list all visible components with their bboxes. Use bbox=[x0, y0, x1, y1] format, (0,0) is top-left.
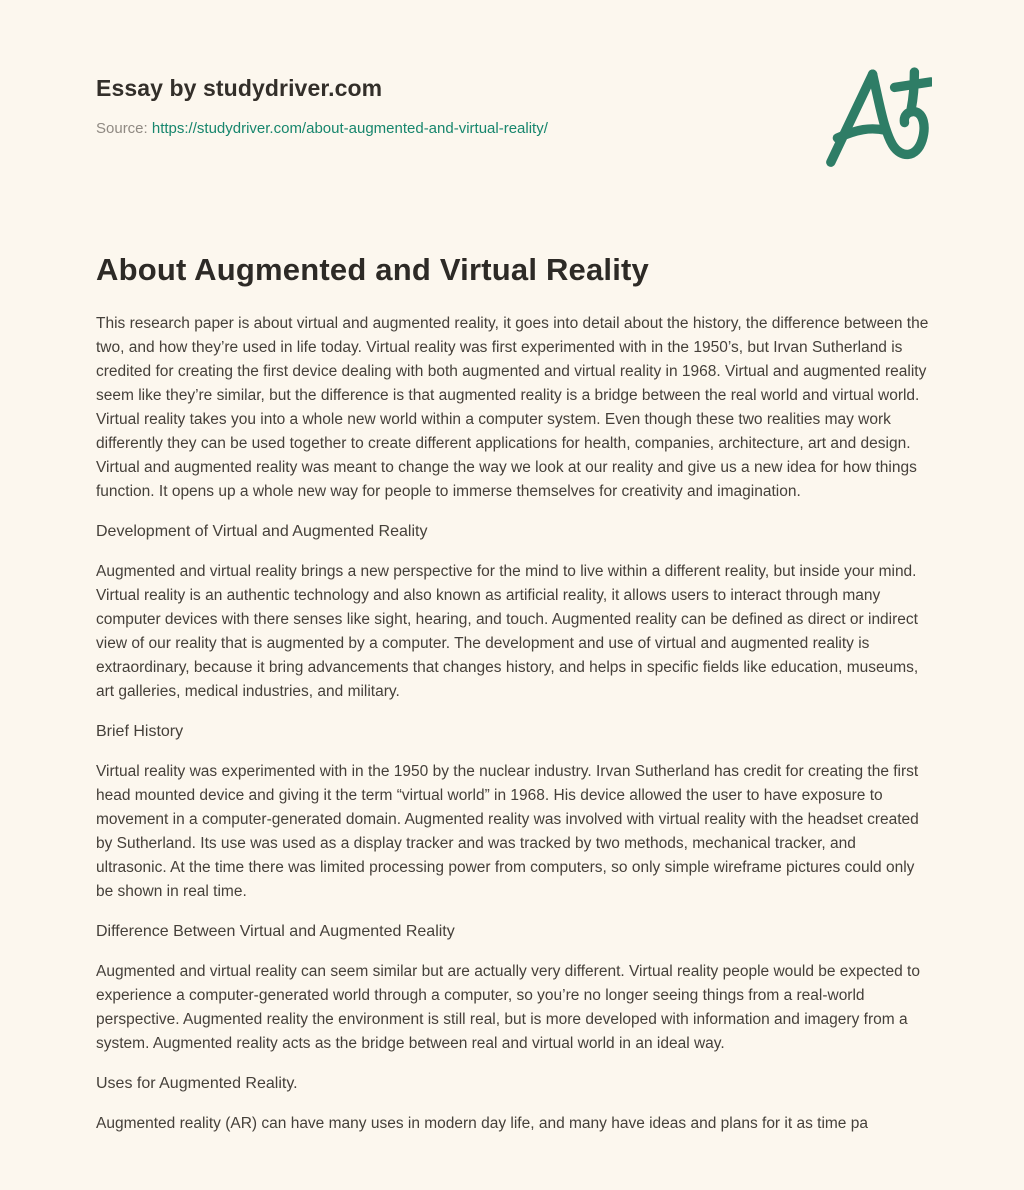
paragraph-clipped: Augmented reality (AR) can have many uses in modern day life, and many have ideas and plans for it as time pa bbox=[96, 1114, 868, 1132]
paragraph: This research paper is about virtual and augmented reality, it goes into detail about the history, the difference between the two, and how they’re used in life today. Virtual reality was first experimented with in the 1950’s, but Irvan Sutherland is credited for creating the first device dealing with both augmented and virtual reality in 1968. Virtual and augmented reality seem like they’re similar, but the difference is that augmented reality is a bridge between the real world and virtual world. Virtual reality takes you into a whole new world within a computer system. Even though these two realities may work differently they can be used together to create different applications for health, companies, architecture, art and design. Virtual and augmented reality was meant to change the way we look at our reality and give us a new idea for how things function. It opens up a whole new way for people to immerse themselves for creativity and imagination. bbox=[96, 314, 929, 500]
article-title: About Augmented and Virtual Reality bbox=[96, 251, 649, 287]
paragraph: Augmented and virtual reality brings a new perspective for the mind to live within a different reality, but inside your mind. Virtual reality is an authentic technology and also known as artificial reality, it allows users to interact through many computer devices with there senses like sight, hearing, and touch. Augmented reality can be defined as direct or indirect view of our reality that is augmented by a computer. The development and use of virtual and augmented reality is extraordinary, because it bring advancements that changes history, and helps in specific fields like education, museums, art galleries, medical industries, and military. bbox=[96, 562, 919, 700]
header-title: Essay by studydriver.com bbox=[96, 75, 383, 101]
section-heading-brief-history: Brief History bbox=[96, 722, 184, 740]
section-heading-development: Development of Virtual and Augmented Reality bbox=[96, 522, 428, 540]
paragraph: Augmented and virtual reality can seem similar but are actually very different. Virtual reality people would be expected to experience a computer-generated world through a computer, so you’re no longer seeing things from a real-world perspective. Augmented reality the environment is still real, but is more developed with information and imagery from a system. Augmented reality acts as the bridge between real and virtual world in an ideal way. bbox=[96, 962, 920, 1052]
source-label: Source: bbox=[96, 119, 148, 137]
source-line bbox=[96, 120, 930, 137]
section-heading-difference: Difference Between Virtual and Augmented Reality bbox=[96, 922, 455, 940]
document-content bbox=[96, 0, 930, 1136]
source-link[interactable]: https://studydriver.com/about-augmented-and-virtual-reality/ bbox=[151, 119, 548, 137]
section-heading-uses: Uses for Augmented Reality. bbox=[96, 1074, 298, 1092]
paragraph: Virtual reality was experimented with in the 1950 by the nuclear industry. Irvan Sutherland has credit for creating the first head mounted device and giving it the term “virtual world” in 1968. His device allowed the user to have exposure to movement in a computer-generated domain. Augmented reality was involved with virtual reality with the headset created by Sutherland. Its use was used as a display tracker and was tracked by two methods, mechanical tracker, and ultrasonic. At the time there was limited processing power from computers, so only simple wireframe pictures could only be shown in real time. bbox=[96, 762, 919, 900]
